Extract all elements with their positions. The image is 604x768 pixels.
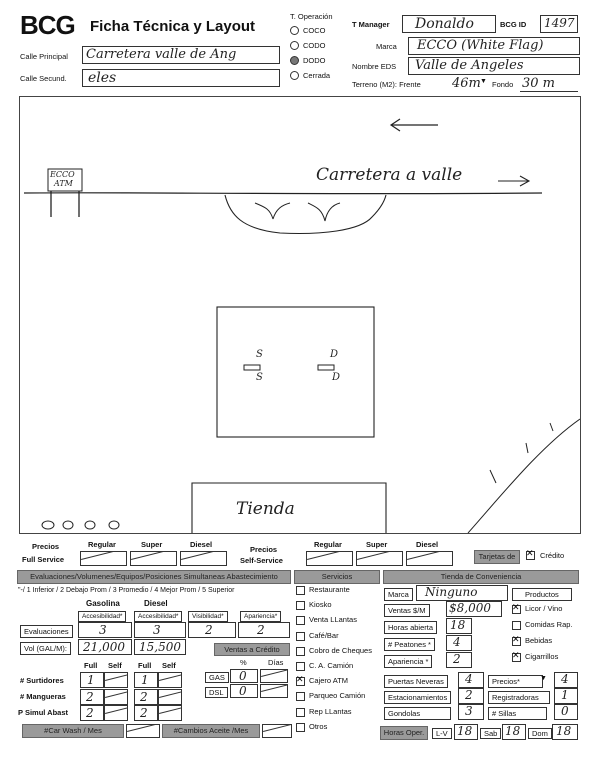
tienda-marca-label: Marca	[384, 588, 413, 601]
page-title: Ficha Técnica y Layout	[90, 18, 256, 35]
ventas-value: $8,000	[449, 601, 491, 615]
producto-item[interactable]	[512, 620, 592, 636]
diesel-label: Diesel	[144, 599, 168, 608]
sillas-value: 0	[561, 704, 569, 718]
sillas-label: # Sillas	[488, 707, 547, 720]
surtidores-full-dsl-value: 1	[141, 673, 149, 687]
radio-codo-label: CODO	[303, 41, 326, 50]
dom-field[interactable]	[552, 724, 578, 740]
sign-line1: ECCO	[50, 170, 75, 179]
sign-line2: ATM	[54, 179, 73, 188]
calle-secund-field[interactable]	[82, 69, 280, 87]
evaluaciones-row-label: Evaluaciones	[20, 625, 73, 638]
self-col-1: Self	[108, 661, 122, 670]
entrance-curve	[225, 195, 386, 233]
productos-label: Productos	[512, 588, 572, 601]
horas-oper-label: Horas Oper.	[380, 726, 428, 740]
gondolas-field[interactable]	[458, 704, 484, 720]
servicio-item[interactable]	[296, 707, 382, 722]
precios-field[interactable]	[554, 672, 578, 688]
servicio-item[interactable]	[296, 631, 382, 646]
producto-checkbox[interactable]	[512, 653, 521, 662]
gas-pct-field[interactable]	[230, 669, 258, 683]
lv-value: 18	[457, 724, 473, 738]
road-label: Carretera a valle	[316, 165, 463, 185]
servicio-checkbox[interactable]	[296, 632, 305, 641]
producto-item[interactable]	[512, 636, 592, 652]
precios-self-label-2: Self-Service	[240, 556, 283, 565]
self-regular-field[interactable]	[306, 551, 353, 566]
frente-value: 46m	[452, 76, 481, 91]
radio-cerrada-label: Cerrada	[303, 71, 331, 80]
logo: BCG	[20, 10, 75, 40]
registradoras-value: 1	[561, 688, 569, 702]
self-super-label: Super	[366, 540, 388, 549]
gas-dias-field[interactable]	[260, 669, 288, 683]
gondolas-value: 3	[465, 704, 473, 718]
canopy	[217, 307, 374, 437]
mangueras-self-gas[interactable]	[104, 689, 128, 705]
producto-label: Licor / Vino	[525, 604, 563, 613]
simul-full-gas-value: 2	[86, 706, 94, 720]
vol-gas-value: 21,000	[83, 640, 125, 654]
producto-checkbox[interactable]	[512, 637, 521, 646]
full-col-1: Full	[84, 661, 98, 670]
full-col-2: Full	[138, 661, 152, 670]
apariencia-col: Apariencia*	[240, 611, 281, 622]
producto-checkbox[interactable]	[512, 605, 521, 614]
car-wash-field[interactable]	[126, 724, 160, 738]
precios-value: 4	[561, 672, 569, 686]
mangueras-full-dsl-value: 2	[140, 690, 148, 704]
pump1-top: S	[256, 349, 263, 360]
servicio-label: Parqueo Camión	[309, 691, 366, 701]
registradoras-field[interactable]	[554, 688, 578, 704]
producto-checkbox[interactable]	[512, 621, 521, 630]
radio-codo[interactable]	[290, 41, 299, 50]
servicio-label: C. A. Camión	[309, 660, 354, 670]
servicios-list	[296, 585, 382, 737]
ventas-credito-header: Ventas a Crédito	[214, 643, 290, 656]
calle-secund-value: eles	[88, 70, 117, 86]
terreno-label: Terreno (M2): Frente	[352, 80, 421, 89]
eval-diesel-field[interactable]	[134, 622, 186, 638]
cambios-aceite-field[interactable]	[262, 724, 292, 738]
property-edge	[468, 419, 580, 533]
t-manager-label: T Manager	[352, 20, 390, 29]
self-diesel-label: Diesel	[416, 540, 439, 549]
radio-coco[interactable]	[290, 26, 299, 35]
servicio-item[interactable]	[296, 722, 382, 737]
sab-field[interactable]	[502, 724, 526, 740]
servicio-checkbox[interactable]	[296, 601, 305, 610]
entrance-arrow-1	[255, 203, 290, 219]
surtidores-label: # Surtidores	[20, 676, 64, 685]
mangueras-full-dsl[interactable]	[134, 689, 158, 705]
dsl-pct-value: 0	[239, 684, 247, 698]
gasolina-label: Gasolina	[86, 599, 120, 608]
scale-legend: "-/ 1 Inferior / 2 Debajo Prom / 3 Promedio / 4 Mejor Prom / 5 Superior	[18, 587, 235, 594]
puertas-field[interactable]	[458, 672, 484, 688]
dias-label: Días	[268, 658, 284, 667]
producto-item[interactable]	[512, 604, 592, 620]
bcg-id-field[interactable]	[540, 15, 578, 33]
vol-row-label: Vol (GAL/M):	[20, 642, 71, 655]
tienda-marca-field[interactable]	[416, 585, 508, 601]
full-super-label: Super	[141, 540, 163, 549]
producto-label: Bebidas	[525, 636, 553, 645]
simul-self-dsl[interactable]	[158, 705, 182, 721]
servicio-item[interactable]	[296, 676, 382, 691]
puertas-label: Puertas Neveras	[384, 675, 448, 688]
puertas-value: 4	[465, 672, 473, 686]
producto-label: Cigarrillos	[525, 652, 559, 661]
simul-full-gas[interactable]	[80, 705, 104, 721]
lv-label: L-V	[432, 728, 452, 739]
precios-dropdown-icon[interactable]: ▼	[540, 675, 547, 682]
tienda-label: Tienda	[236, 499, 295, 519]
cambios-aceite-label: #Cambios Aceite /Mes	[162, 724, 260, 738]
servicio-item[interactable]	[296, 585, 382, 600]
servicio-item[interactable]	[296, 646, 382, 661]
pump1-bottom: S	[256, 372, 263, 383]
simul-self-gas[interactable]	[104, 705, 128, 721]
peatones-label: # Peatones *	[384, 638, 435, 651]
servicio-label: Venta LLantas	[309, 615, 357, 625]
surtidores-full-dsl[interactable]	[134, 672, 158, 688]
simul-label: P Simul Abast	[18, 708, 69, 717]
car-wash-label: #Car Wash / Mes	[22, 724, 124, 738]
nombre-eds-label: Nombre EDS	[352, 62, 397, 71]
dsl-label: DSL	[205, 687, 228, 698]
servicio-label: Restaurante	[309, 585, 350, 594]
layout-canvas	[19, 96, 581, 534]
pump2-bottom: D	[332, 372, 341, 383]
surtidores-self-gas[interactable]	[104, 672, 128, 688]
precios-self-label-1: Precios	[250, 545, 278, 554]
sillas-field[interactable]	[554, 704, 578, 720]
radio-dodo-label: DODO	[303, 56, 326, 65]
arrow-right-icon	[498, 176, 529, 186]
t-manager-value: Donaldo	[415, 16, 474, 32]
pump-island-1	[244, 365, 260, 370]
servicio-checkbox[interactable]	[296, 662, 305, 671]
t-manager-field[interactable]	[402, 15, 496, 33]
tienda-header: Tienda de Conveniencia	[383, 570, 579, 584]
eval-gas-value: 3	[99, 623, 107, 637]
tarjetas-label: Tarjetas de	[474, 550, 520, 564]
vol-diesel-value: 15,500	[139, 640, 181, 654]
entrance-arrow-2	[308, 203, 340, 221]
mangueras-label: # Mangueras	[20, 692, 66, 701]
estacionamientos-field[interactable]	[458, 688, 484, 704]
nombre-eds-field[interactable]	[408, 57, 580, 75]
servicio-item[interactable]	[296, 600, 382, 615]
estacionamientos-label: Estacionamientos	[384, 691, 451, 704]
self-super-field[interactable]	[356, 551, 403, 566]
dom-label: Dom	[528, 728, 552, 739]
self-col-2: Self	[162, 661, 176, 670]
simul-full-dsl-value: 2	[140, 706, 148, 720]
fondo-value: 30 m	[522, 76, 556, 91]
surtidores-full-gas[interactable]	[80, 672, 104, 688]
ventas-label: Ventas $/M	[384, 604, 430, 617]
fondo-label: Fondo	[492, 80, 514, 89]
servicio-checkbox[interactable]	[296, 647, 305, 656]
registradoras-label: Registradoras	[488, 691, 550, 704]
producto-item[interactable]	[512, 652, 592, 668]
calle-principal-label: Calle Principal	[20, 52, 68, 61]
precios-label: Precios*	[488, 675, 543, 688]
servicio-label: Café/Bar	[309, 630, 339, 640]
calle-principal-field[interactable]	[82, 46, 280, 64]
bcg-id-label: BCG ID	[500, 20, 527, 29]
eval-gas-field[interactable]	[78, 622, 132, 638]
eval-diesel-value: 3	[153, 623, 161, 637]
servicio-label: Rep LLantas	[309, 706, 352, 716]
servicio-item[interactable]	[296, 661, 382, 676]
sab-value: 18	[505, 724, 521, 738]
servicio-item[interactable]	[296, 691, 382, 706]
accesibilidad-col-2: Accesibilidad*	[134, 611, 182, 622]
ventas-field[interactable]	[446, 601, 502, 617]
full-diesel-label: Diesel	[190, 540, 213, 549]
eval-apariencia-value: 2	[257, 623, 265, 637]
mangueras-full-gas-value: 2	[86, 690, 94, 704]
marca-label: Marca	[376, 42, 397, 51]
bcg-id-value: 1497	[544, 16, 575, 30]
t-operacion-label: T. Operación	[290, 12, 333, 21]
marca-value: ECCO (White Flag)	[417, 38, 544, 53]
eval-apariencia-field[interactable]	[238, 622, 290, 638]
credito-label: Crédito	[540, 551, 565, 560]
credito-checkbox[interactable]	[526, 551, 535, 560]
tienda-marca-value: Ninguno	[425, 585, 478, 599]
sab-label: Sab	[480, 728, 501, 739]
gas-label: GAS	[205, 672, 229, 683]
eval-visibilidad-field[interactable]	[188, 622, 236, 638]
horas-field[interactable]	[446, 618, 472, 634]
mangueras-full-gas[interactable]	[80, 689, 104, 705]
arrow-left-icon	[391, 119, 438, 131]
dsl-pct-field[interactable]	[230, 684, 258, 698]
full-diesel-field[interactable]	[180, 551, 227, 566]
servicio-label: Cobro de Cheques	[309, 645, 372, 655]
gondolas-label: Gondolas	[384, 707, 451, 720]
mangueras-self-dsl[interactable]	[158, 689, 182, 705]
horas-label: Horas abierta	[384, 621, 437, 634]
full-regular-field[interactable]	[80, 551, 127, 566]
simul-full-dsl[interactable]	[134, 705, 158, 721]
eval-visibilidad-value: 2	[205, 623, 213, 637]
precios-full-label-1: Precios	[32, 542, 60, 551]
road-line	[24, 193, 542, 194]
visibilidad-col: Visibilidad*	[188, 611, 228, 622]
pct-label: %	[240, 658, 247, 667]
servicio-checkbox[interactable]	[296, 586, 305, 595]
vol-gas-field[interactable]	[78, 639, 132, 655]
servicio-checkbox[interactable]	[296, 708, 305, 717]
apariencia-label: Apariencia *	[384, 655, 432, 668]
servicio-label: Cajero ATM	[309, 676, 349, 686]
producto-label: Comidas Rap.	[525, 620, 573, 629]
peatones-field[interactable]	[446, 635, 472, 651]
radio-cerrada[interactable]	[290, 71, 299, 80]
accesibilidad-col-1: Accesibilidad*	[78, 611, 126, 622]
radio-coco-label: COCO	[303, 26, 326, 35]
peatones-value: 4	[453, 635, 461, 649]
precios-full-label-2: Full Service	[22, 555, 65, 564]
surtidores-full-gas-value: 1	[87, 673, 95, 687]
servicio-label: Otros	[309, 721, 328, 731]
radio-dodo[interactable]	[290, 56, 299, 65]
servicios-header: Servicios	[294, 570, 380, 584]
servicio-checkbox[interactable]	[296, 616, 305, 625]
evaluaciones-header: Evaluaciones/Volumenes/Equipos/Posiciones Simultaneas Abastecimiento	[17, 570, 291, 584]
estacionamientos-value: 2	[465, 688, 473, 702]
marca-field[interactable]	[408, 37, 580, 55]
frente-dropdown-icon[interactable]: ▼	[480, 78, 487, 85]
pump-island-2	[318, 365, 334, 370]
self-regular-label: Regular	[314, 540, 342, 549]
servicio-checkbox[interactable]	[296, 723, 305, 732]
full-super-field[interactable]	[130, 551, 177, 566]
nombre-eds-value: Valle de Angeles	[415, 58, 524, 73]
surtidores-self-dsl[interactable]	[158, 672, 182, 688]
vol-diesel-field[interactable]	[134, 639, 186, 655]
full-regular-label: Regular	[88, 540, 116, 549]
fondo-underline	[520, 91, 578, 92]
calle-principal-value: Carretera valle de Ang	[86, 47, 237, 62]
gas-pct-value: 0	[239, 669, 247, 683]
layout-drawing	[20, 97, 580, 533]
productos-list	[512, 604, 592, 668]
dsl-dias-field[interactable]	[260, 684, 288, 698]
lv-field[interactable]	[454, 724, 478, 740]
dom-value: 18	[556, 724, 572, 738]
servicio-label: Kiosko	[309, 600, 332, 610]
horas-value: 18	[450, 618, 466, 632]
apariencia-value: 2	[453, 652, 461, 666]
apariencia-field[interactable]	[446, 652, 472, 668]
servicio-item[interactable]	[296, 615, 382, 630]
self-diesel-field[interactable]	[406, 551, 453, 566]
servicio-checkbox[interactable]	[296, 692, 305, 701]
pump2-top: D	[330, 349, 339, 360]
servicio-checkbox[interactable]	[296, 677, 305, 686]
calle-secund-label: Calle Secund.	[20, 74, 67, 83]
